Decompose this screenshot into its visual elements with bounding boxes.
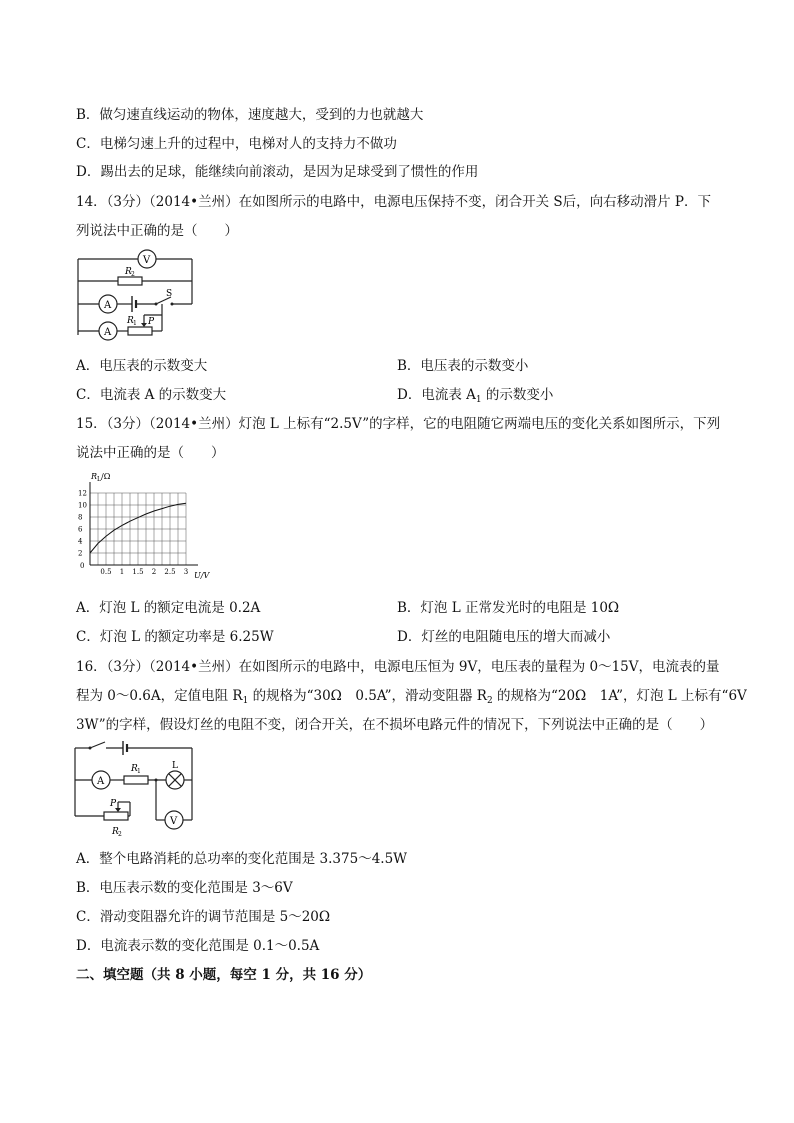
chart-x-tick-label: 0.5 [100, 568, 112, 576]
q16-stem-line2-mid: 的规格为“30Ω 0.5A”，滑动变阻器 R [248, 688, 487, 704]
q16-voltmeter-label: V [170, 816, 178, 827]
chart-y-tick-label: 10 [78, 501, 87, 510]
chart-ylabel-unit: /Ω [101, 472, 111, 481]
chart-y-tick-label: 12 [78, 489, 87, 498]
section2-heading: 二、填空题（共 8 小题，每空 1 分，共 16 分） [76, 967, 372, 983]
q15-option-b: B．灯泡 L 正常发光时的电阻是 10Ω [397, 600, 620, 616]
q14-option-d [397, 386, 553, 409]
q15-stem-line2: 说法中正确的是（ ） [76, 445, 225, 461]
chart-xlabel: U/V [194, 571, 210, 580]
q14-option-c: C．电流表 A 的示数变大 [76, 387, 227, 403]
chart-y-tick-label: 8 [78, 513, 83, 522]
q16-r2-label: R [112, 827, 119, 837]
q16-ammeter-label: A [97, 776, 105, 787]
q13-option-b: B．做匀速直线运动的物体，速度越大，受到的力也就越大 [76, 107, 424, 123]
q16-stem-line2-sub2: 2 [486, 696, 493, 706]
q16-stem-line2-sub1: 1 [242, 696, 249, 706]
q14-slider-label: P [148, 317, 155, 327]
q16-option-a: A．整个电路消耗的总功率的变化范围是 3.375～4.5W [76, 851, 408, 867]
q14-r2-resistor [118, 277, 142, 285]
q16-stem-line2 [76, 687, 747, 710]
q16-stem-line3: 3W”的字样，假设灯丝的电阻不变，闭合开关，在不损坏电路元件的情况下，下列说法中正确的是（ ） [76, 717, 714, 733]
q14-stem-line2: 列说法中正确的是（ ） [76, 223, 238, 239]
q14-ammeter-label: A [104, 300, 112, 311]
chart-x-tick-label: 3 [183, 568, 189, 576]
q16-option-c: C．滑动变阻器允许的调节范围是 5～20Ω [76, 909, 331, 925]
q15-option-a: A．灯泡 L 的额定电流是 0.2A [76, 600, 261, 616]
q14-r1-sub: 1 [133, 320, 137, 327]
q14-voltmeter-label: V [143, 255, 151, 266]
q14-option-a: A．电压表的示数变大 [76, 358, 208, 374]
q16-option-d: D．电流表示数的变化范围是 0.1～0.5A [76, 938, 320, 954]
chart-y-tick-label: 4 [78, 537, 83, 546]
q16-r1-label: R [131, 764, 138, 774]
q14-option-d-post: 的示数变小 [481, 387, 554, 403]
q16-stem-line1: 16．（3分）（2014•兰州）在如图所示的电路中，电源电压恒为 9V，电压表的量程为 0～15V，电流表的量 [76, 659, 720, 675]
q14-r2-sub: 2 [131, 271, 135, 278]
q14-circuit-diagram [70, 249, 200, 341]
chart-x-tick-label: 2.5 [164, 568, 176, 576]
q16-r1-sub: 1 [137, 768, 141, 775]
q16-option-b: B．电压表示数的变化范围是 3～6V [76, 880, 293, 896]
q14-stem-line1: 14．（3分）（2014•兰州）在如图所示的电路中，电源电压保持不变，闭合开关 S后，向右移动滑片 P．下 [76, 194, 711, 210]
q16-switch [90, 742, 105, 748]
q16-lamp-label: L [172, 761, 178, 771]
q16-stem-line2-post: 的规格为“20Ω 1A”，灯泡 L 上标有“6V [492, 688, 747, 704]
chart-y-tick-label: 2 [78, 549, 83, 558]
q16-r2-rheostat [104, 812, 128, 820]
q14-option-b: B．电压表的示数变小 [397, 358, 529, 374]
q13-option-c: C．电梯匀速上升的过程中，电梯对人的支持力不做功 [76, 136, 397, 152]
q16-slider-label: P [110, 799, 117, 809]
q16-stem-line2-pre: 程为 0～0.6A，定值电阻 R [76, 688, 243, 704]
q14-r1-label: R [127, 316, 134, 326]
chart-x-tick-label: 1.5 [132, 568, 144, 576]
chart-origin-label: 0 [80, 562, 85, 570]
q14-r1-rheostat [128, 327, 152, 335]
q15-option-d: D．灯丝的电阻随电压的增大而减小 [397, 629, 611, 645]
q16-circuit-diagram [70, 740, 200, 840]
q14-r2-label: R [125, 267, 132, 277]
q15-stem-line1: 15．（3分）（2014•兰州）灯泡 L 上标有“2.5V”的字样，它的电阻随它两端电压的变化关系如图所示，下列 [76, 416, 721, 432]
chart-x-tick-label: 2 [151, 568, 157, 576]
q16-r2-sub: 2 [118, 831, 122, 838]
chart-y-tick-label: 6 [78, 525, 83, 534]
q15-resistance-voltage-chart [76, 468, 221, 583]
q13-option-d: D．踢出去的足球，能继续向前滚动，是因为足球受到了惯性的作用 [76, 164, 479, 180]
q14-option-d-sub: 1 [475, 395, 482, 405]
q14-switch-label: S [166, 289, 173, 299]
q16-r1-resistor [124, 776, 148, 784]
chart-ylabel-sub: L [97, 476, 101, 483]
q14-option-d-pre: D．电流表 A [397, 387, 476, 403]
chart-ylabel: R [91, 472, 98, 481]
q14-ammeter1-label: A [104, 327, 112, 338]
q15-option-c: C．灯泡 L 的额定功率是 6.25W [76, 629, 274, 645]
chart-x-tick-label: 1 [119, 568, 125, 576]
